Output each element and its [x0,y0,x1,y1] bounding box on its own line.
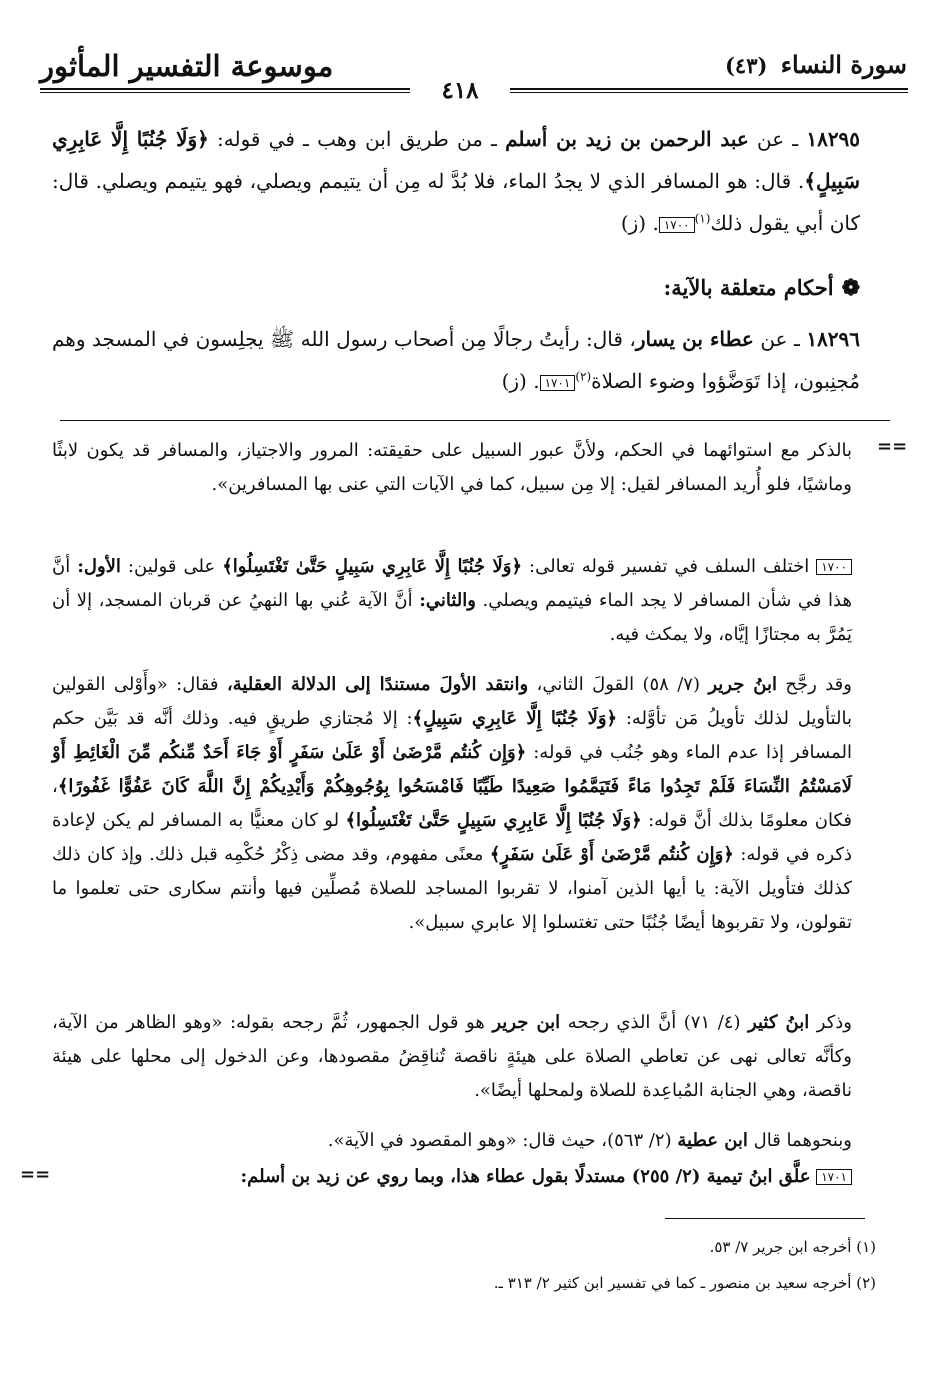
commentary-text: أنَّ هذا في شأن المسافر لا يجد الماء فيتيمم ويصلي. [52,556,852,611]
section-heading-text: أحكام متعلقة بالآية: [663,275,834,300]
commentary-text: وبنحوهما قال [753,1130,852,1151]
page-number: ٤١٨ [410,74,510,108]
quran-verse: ﴿وَلَا جُنُبًا إِلَّا عَابِرِي سَبِيلٍ﴾ [52,127,860,193]
commentary-text: (٧/ ٥٨) القولَ الثاني، [536,674,700,695]
narrator-intro: ـ عن [760,327,800,351]
narrator-name: عطاء بن يسار [635,327,754,351]
scholar-name: ابن عطية [677,1130,748,1151]
source-code: . (ز) [620,211,659,235]
entry-number: ١٨٢٩٦ [806,327,861,351]
commentary-text: هو قول الجمهور، ثُمَّ رجحه بقوله: «وهو الظاهر من الآية، وكأنَّه تعالى نهى عن تعاطي الصلاة على هيئةٍ ناقصة تُناقِضُ مقصودها، وعن الدخول إلى محلها على هيئة ناقصة، وهي الجنابة المُباعِدة للصلاة ولمحلها أيضًا». [52,1012,852,1101]
commentary-emphasis: وانتقد الأولَ مستندًا إلى الدلالة العقلية، [226,674,529,695]
commentary-text: أنَّ الآية عُني بها النهيُ عن قربان المسجد، إلا أن يَمُرَّ به مجتازًا إيَّاه، ولا يمكث فيه. [52,590,852,645]
commentary-text: علَّق ابنُ تيمية (٢/ ٢٥٥) مستدلًا بقول عطاء هذا، وبما روي عن زيد بن أسلم: [240,1166,811,1187]
scholar-name: ابن جرير [492,1012,561,1033]
quran-verse: ﴿وَإِن كُنتُم مَّرْضَىٰ أَوْ عَلَىٰ سَفَرٍ﴾ [489,844,734,865]
commentary-box-1701: ١٧٠١ [816,1169,852,1185]
second-opinion-label: والثاني: [419,590,476,611]
commentary-text: بالذكر مع استوائهما في الحكم، ولأنَّ عبور السبيل على حقيقته: المرور والاجتياز، والمسافر قد يكون لابثًا وماشيًا، فلو أُريد المسافر لقيل: إلا مِن سبيل، كما في الآيات التي عنى بها المسافرين». [52,440,852,495]
surah-name: سورة النساء [780,50,907,79]
narration-text: ، قال: رأيتُ رجالًا مِن أصحاب رسول الله ﷺ يجلِسون في المسجد وهم مُجنِبون، إذا تَوَضَّؤوا وضوء الصلاة [52,327,860,393]
commentary-text: فقال: «وأَوْلى القولين بالتأويل لذلك تأويلُ مَن تأوَّله: [52,674,852,729]
footnote-ref: (١) [694,211,711,226]
footnote-1: (١) أخرجه ابن جرير ٧/ ٥٣. [709,1238,876,1256]
commentary-box-1700: ١٧٠٠ [816,559,852,575]
entry-number: ١٨٢٩٥ [806,127,861,151]
commentary-divider [60,420,890,421]
commentary-ref-box: ١٧٠١ [540,375,576,391]
quran-verse: ﴿وَلَا جُنُبًا إِلَّا عَابِرِي سَبِيلٍ﴾ [412,708,618,729]
commentary-text: (٤/ ٧١) أنَّ الذي رجحه [567,1012,741,1033]
commentary-text: على قولين: [127,556,216,577]
narrator-intro: ـ عن [756,127,799,151]
source-code: . (ز) [501,369,540,393]
hadith-entry-18295 [52,118,860,244]
scholar-name: ابنُ كثير [748,1012,810,1033]
commentary-p0 [52,434,852,502]
surah-header [725,48,907,82]
commentary-text: وقد رجَّح [785,674,852,695]
commentary-p1 [52,550,852,652]
commentary-p4 [52,1124,852,1158]
commentary-text: ، فكان معلومًا بذلك أنَّ قوله: [52,776,852,831]
quran-verse: ﴿وَلَا جُنُبًا إِلَّا عَابِرِي سَبِيلٍ حَتَّىٰ تَغْتَسِلُوا﴾ [222,556,523,577]
commentary-text: لو كان معنيًّا به المسافر لم يكن لإعادة ذكره في قوله: [52,810,852,865]
commentary-p2 [52,668,852,940]
footnote-2: (٢) أخرجه سعيد بن منصور ـ كما في تفسير ابن كثير ٢/ ٣١٣ ـ. [493,1274,876,1292]
continuation-marker: == [877,436,908,457]
ayah-number: (٤٣) [724,53,768,78]
footnote-rule [665,1218,865,1219]
hadith-entry-18296 [52,318,860,402]
commentary-p5 [52,1160,852,1194]
narration-text: . قال: هو المسافر الذي لا يجدُ الماء، فلا بُدَّ له مِن أن يتيمم ويصلي، فهو يتيمم ويصلي. قال: كان أبي يقول ذلك [52,169,860,235]
commentary-text: (٢/ ٥٦٣)، حيث قال: «وهو المقصود في الآية». [327,1130,672,1151]
commentary-text: : إلا مُجتازي طريقٍ فيه. وذلك أنَّه قد بَيَّن حكم المسافر إذا عدم الماء وهو جُنُب في قوله: [52,708,852,763]
footnote-ref: (٢) [575,369,592,384]
narration-route: ـ من طريق ابن وهب ـ في قوله: [217,127,497,151]
scholar-name: ابنُ جرير [708,674,777,695]
quran-verse: ﴿وَلَا جُنُبًا إِلَّا عَابِرِي سَبِيلٍ حَتَّىٰ تَغْتَسِلُوا﴾ [345,810,642,831]
commentary-text: اختلف السلف في تفسير قوله تعالى: [529,556,810,577]
first-opinion-label: الأول: [77,556,121,577]
quran-verse: ﴿وَإِن كُنتُم مَّرْضَىٰ أَوْ عَلَىٰ سَفَرٍ أَوْ جَاءَ أَحَدٌ مِّنكُم مِّنَ الْغَائِطِ أَوْ لَامَسْتُمُ النِّسَاءَ فَلَمْ تَجِدُوا مَاءً فَتَيَمَّمُوا صَعِيدًا طَيِّبًا فَامْسَحُوا بِوُجُوهِكُمْ وَأَيْدِيكُمْ إِنَّ اللَّهَ كَانَ عَفُوًّا غَفُورًا﴾ [52,742,852,797]
book-title: موسوعة التفسير المأثور [40,49,334,83]
commentary-text: وذكر [816,1012,852,1033]
commentary-p3 [52,1006,852,1108]
section-heading [52,268,860,308]
commentary-text: معنًى مفهوم، وقد مضى ذِكْرُ حُكْمِه قبل ذلك. وإذ كان ذلك كذلك فتأويل الآية: يا أيها الذين آمنوا، لا تقربوا المساجد للصلاة مُصلِّين فيها وأنتم سكارى حتى تعلموا ما تقولون، ولا تقربوها أيضًا جُنُبًا حتى تغتسلوا إلا عابري سبيل». [52,844,852,933]
continuation-marker-end: == [20,1164,51,1185]
narrator-name: عبد الرحمن بن زيد بن أسلم [505,127,749,151]
flower-ornament-icon: ❁ [841,275,860,301]
commentary-ref-box: ١٧٠٠ [659,217,695,233]
